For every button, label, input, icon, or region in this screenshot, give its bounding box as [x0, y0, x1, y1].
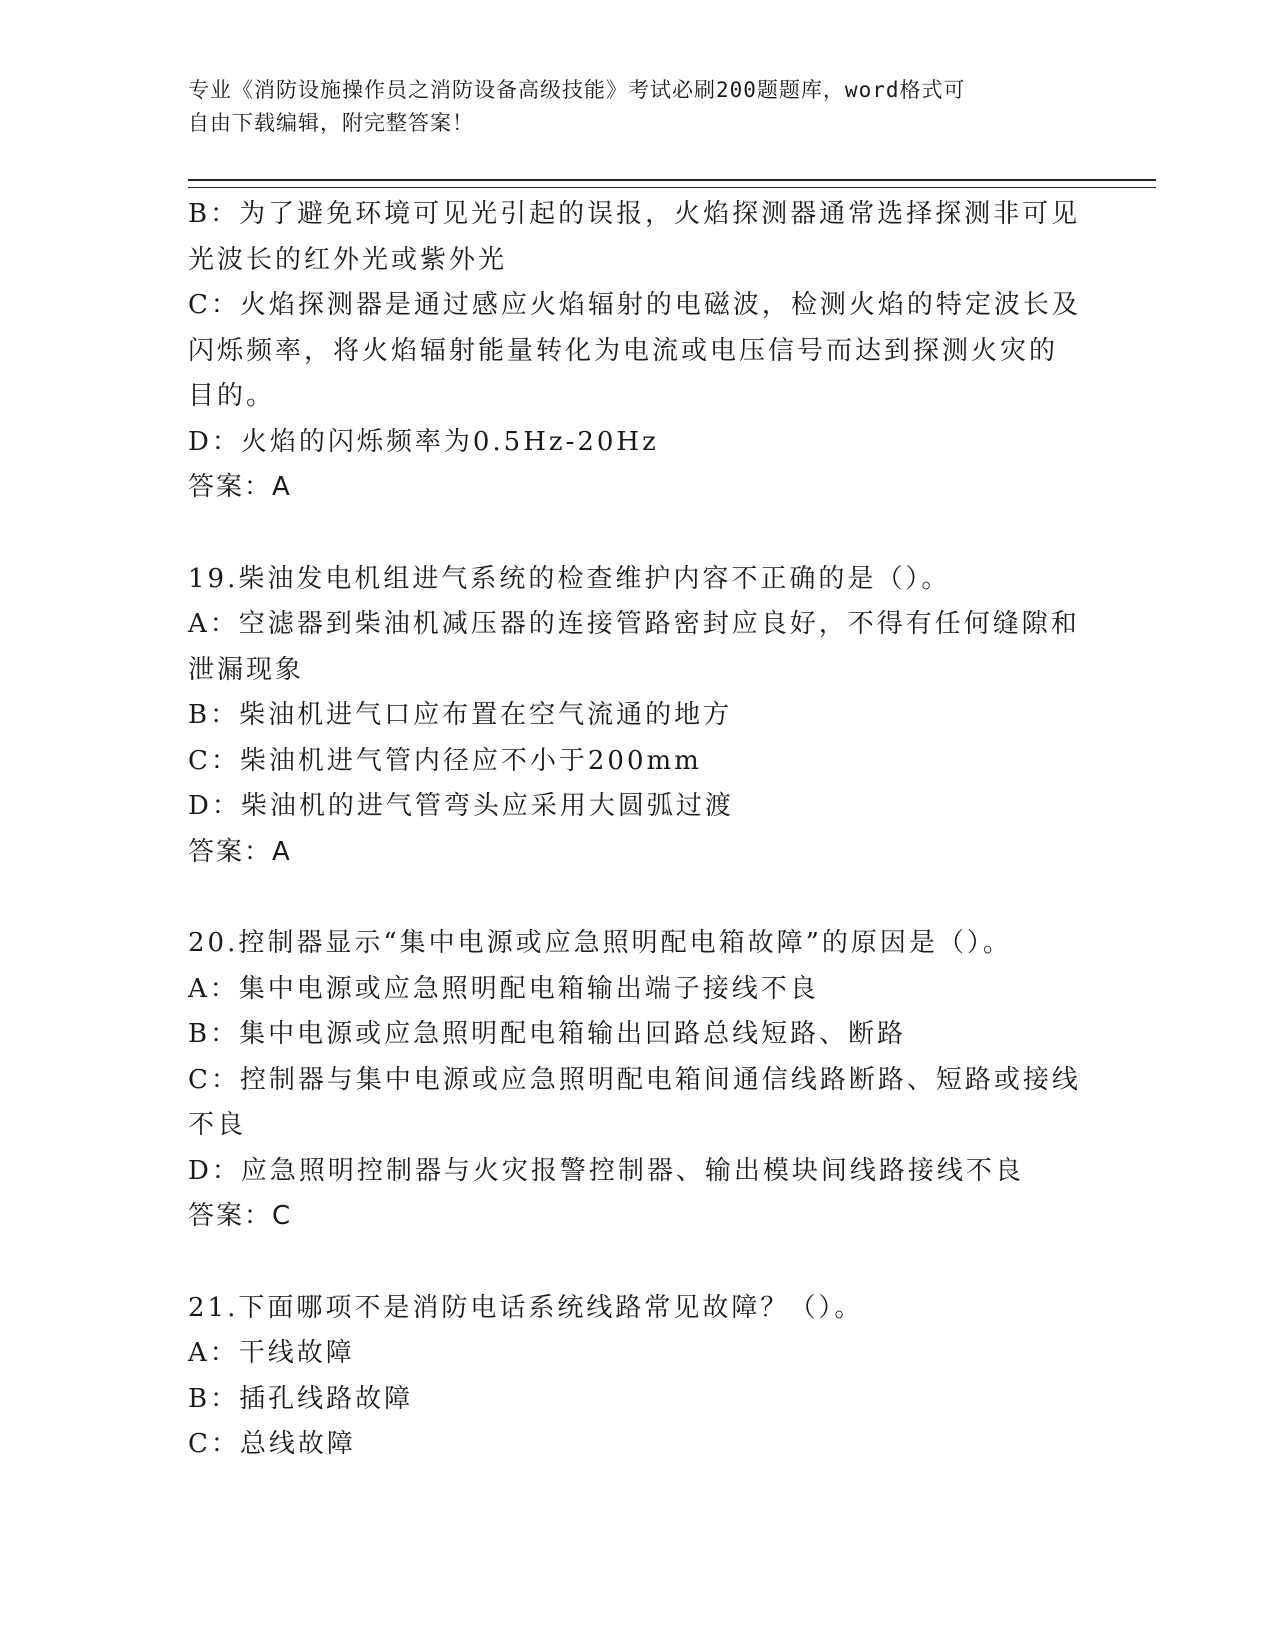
option-d: D：火焰的闪烁频率为0.5Hz-20Hz — [188, 426, 659, 457]
answer: 答案：A — [188, 472, 292, 502]
option-b: B：柴油机进气口应布置在空气流通的地方 — [188, 700, 733, 730]
question-stem: 20.控制器显示“集中电源或应急照明配电箱故障”的原因是（）。 — [188, 928, 1012, 958]
option-a: A：集中电源或应急照明配电箱输出端子接线不良 — [188, 973, 819, 1004]
answer: 答案：A — [188, 836, 292, 867]
option-c-line1: C：火焰探测器是通过感应火焰辐射的电磁波，检测火焰的特定波长及 — [188, 290, 1081, 320]
option-b-line1: B：为了避免环境可见光引起的误报，火焰探测器通常选择探测非可见 — [188, 199, 1081, 229]
option-c-line2: 闪烁频率，将火焰辐射能量转化为电流或电压信号而达到探测火灾的 — [188, 335, 1059, 366]
question-stem: 21.下面哪项不是消防电话系统线路常见故障？（）。 — [188, 1292, 864, 1323]
option-c-line1: C：控制器与集中电源或应急照明配电箱间通信线路断路、短路或接线 — [188, 1064, 1081, 1095]
answer: 答案：C — [188, 1201, 293, 1231]
question-stem: 19.柴油发电机组进气系统的检查维护内容不正确的是（）。 — [188, 563, 951, 594]
question-block-19 — [188, 557, 1088, 876]
option-c: C：总线故障 — [188, 1429, 356, 1459]
document-header — [188, 74, 1068, 140]
option-c-line3: 目的。 — [188, 381, 276, 411]
option-b-line2: 光波长的红外光或紫外光 — [188, 244, 508, 275]
option-d: D：柴油机的进气管弯头应采用大圆弧过渡 — [188, 791, 734, 821]
header-title-line1: 专业《消防设施操作员之消防设备高级技能》考试必刷200题题库，word格式可 — [188, 78, 966, 102]
option-a-line1: A：空滤器到柴油机减压器的连接管路密封应良好，不得有任何缝隙和 — [188, 609, 1080, 639]
question-block-18 — [188, 192, 1088, 511]
header-title-line2: 自由下载编辑，附完整答案！ — [188, 111, 474, 135]
option-c: C：柴油机进气管内径应不小于200mm — [188, 745, 702, 776]
document-body — [188, 192, 1088, 1468]
option-b: B：集中电源或应急照明配电箱输出回路总线短路、断路 — [188, 1019, 907, 1049]
option-b: B：插孔线路故障 — [188, 1383, 414, 1414]
option-d: D：应急照明控制器与火灾报警控制器、输出模块间线路接线不良 — [188, 1155, 1024, 1186]
question-block-20 — [188, 921, 1088, 1240]
option-c-line2: 不良 — [188, 1110, 247, 1140]
header-divider — [188, 179, 1156, 188]
option-a-line2: 泄漏现象 — [188, 654, 305, 685]
option-a: A：干线故障 — [188, 1338, 355, 1368]
question-block-21 — [188, 1286, 1088, 1468]
